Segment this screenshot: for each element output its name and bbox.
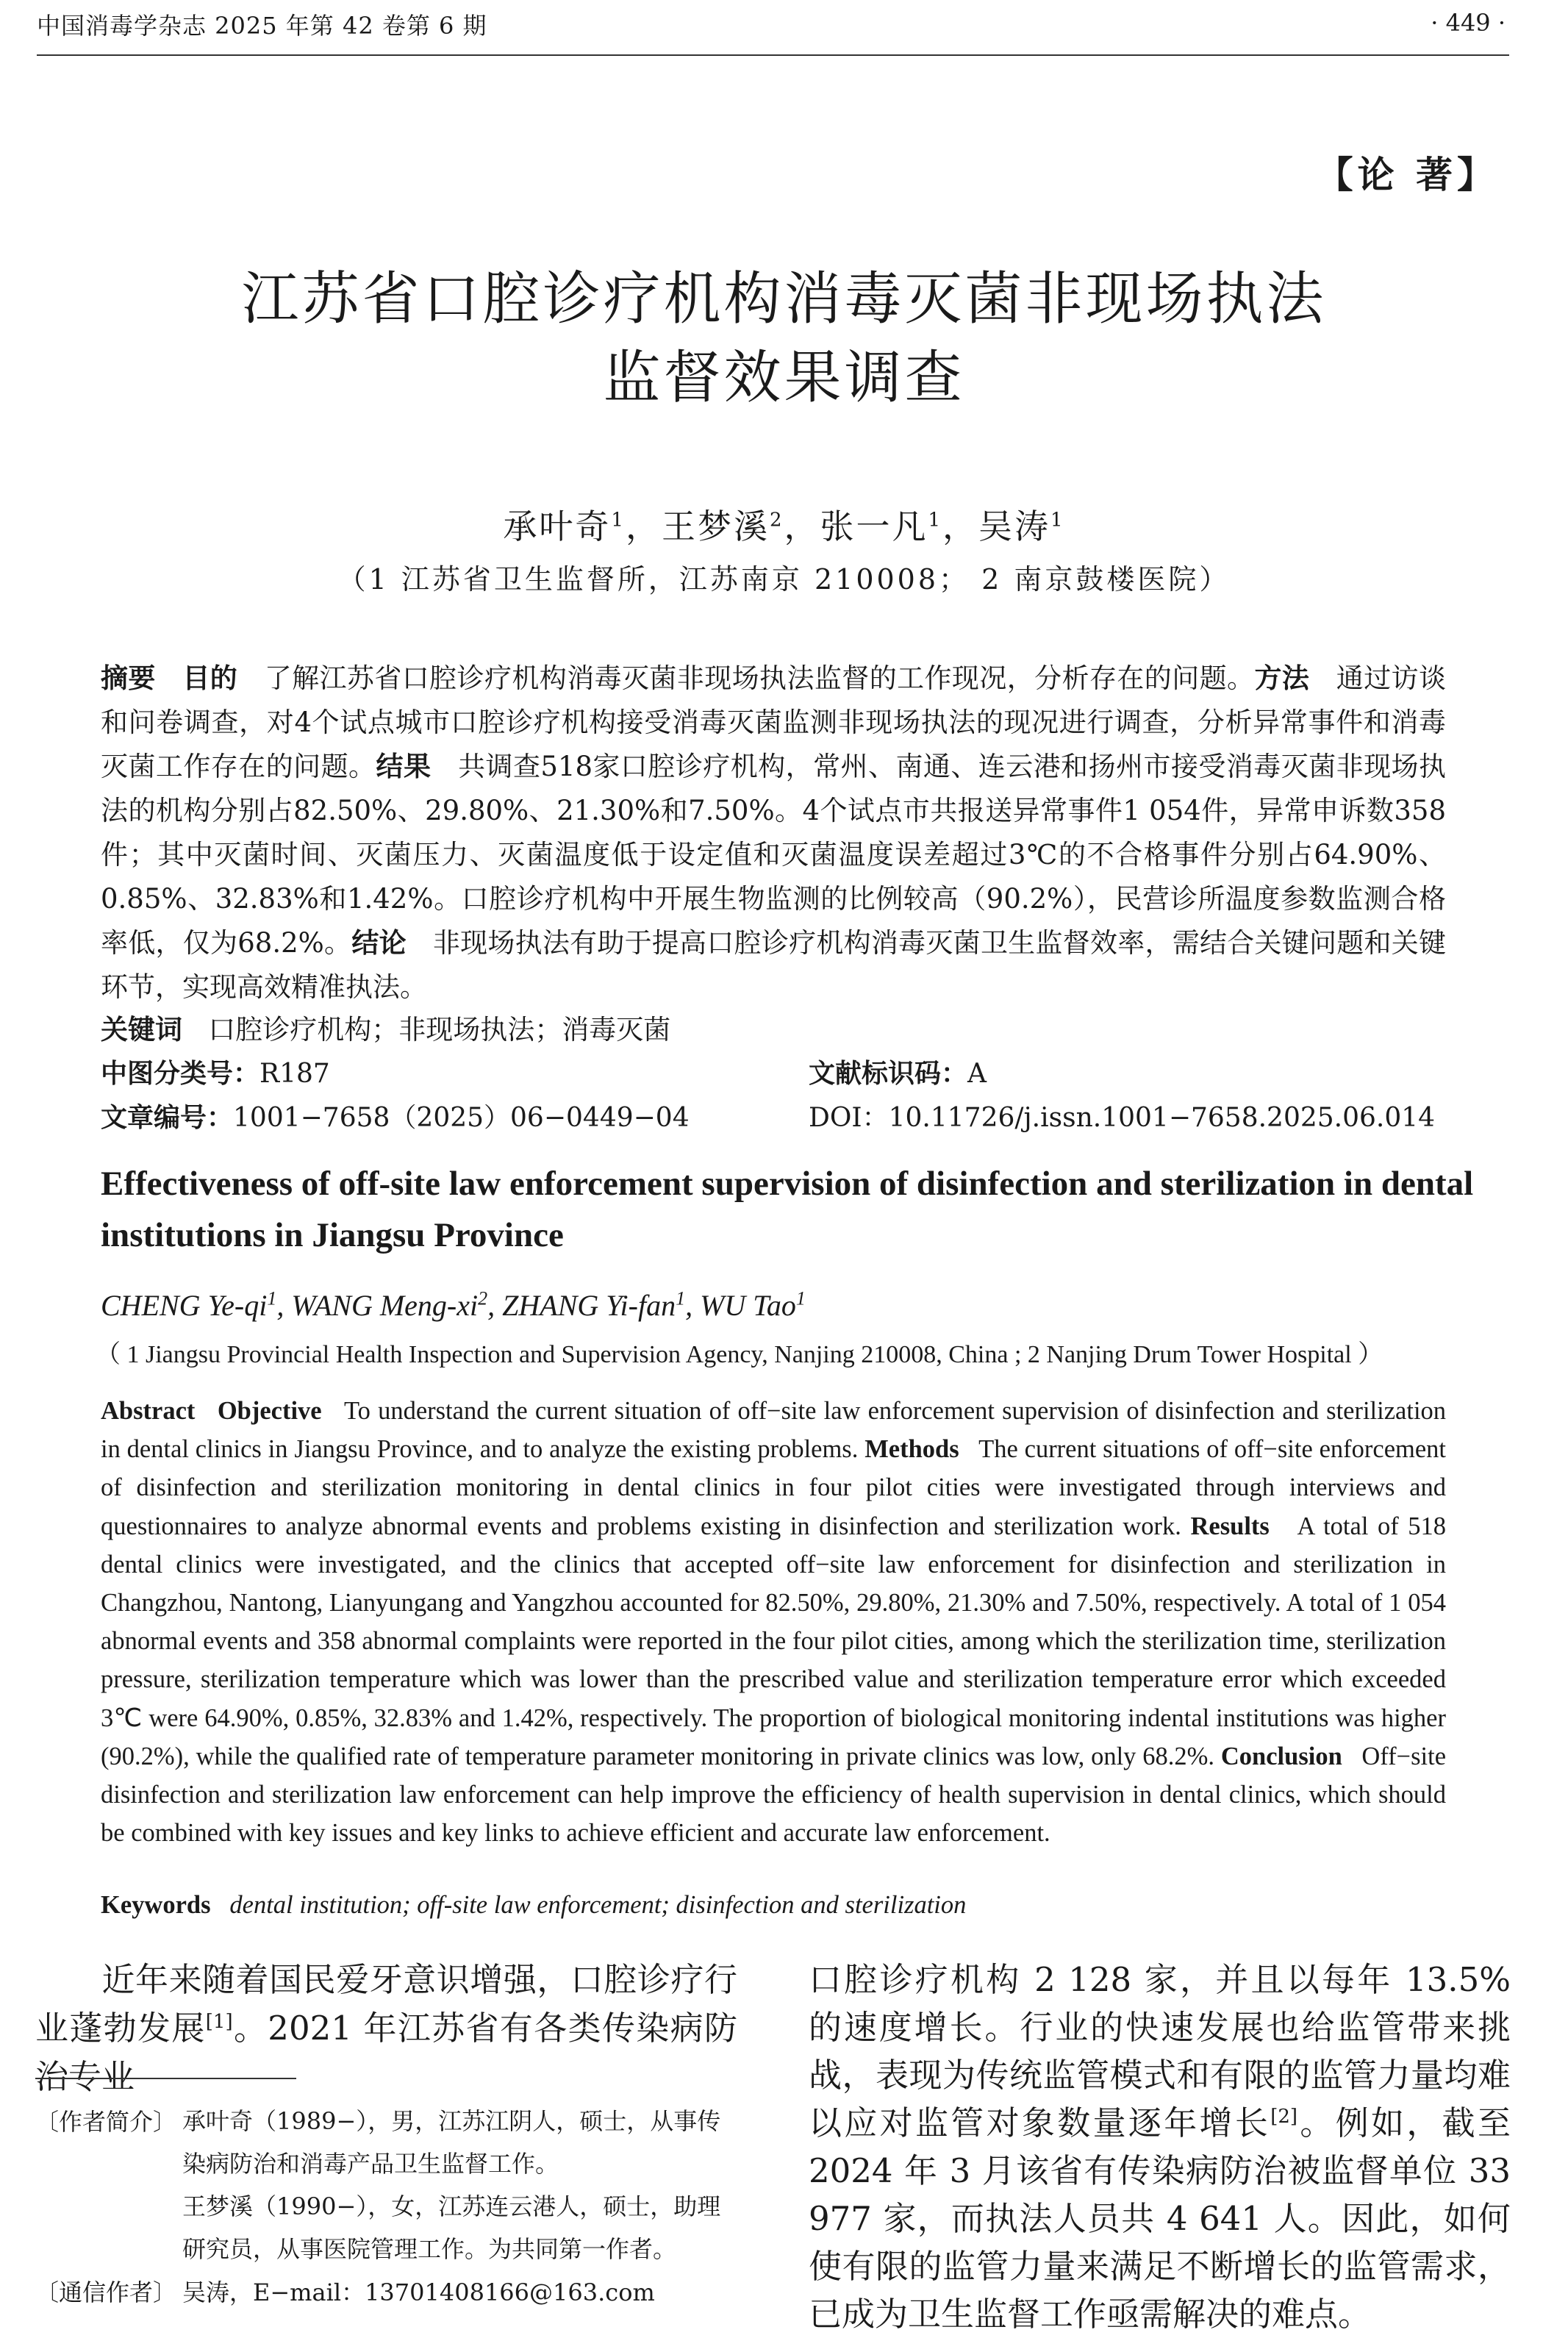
author-separator: ,: [487, 1289, 503, 1322]
doi-value: 10.11726/j.issn.1001−7658.2025.06.014: [888, 1103, 1436, 1133]
author-name: 张一凡: [820, 507, 928, 546]
footnote-corr: 吴涛，E−mail：13701408166@163.com: [182, 2278, 655, 2306]
methods-text: The current situations of off−site enforcement of disinfection and sterilization monitoring in dental clinics in four pilot cities were investigated through interviews and questionnaires to analyze abnormal events and problems existing in disinfection and sterilization work.: [101, 1435, 1447, 1540]
objective-label: 目的: [182, 662, 238, 694]
author-affil-mark: 1: [611, 509, 626, 532]
abstract-label: 摘要: [101, 662, 156, 694]
title-cn-line2: 监督效果调查: [603, 345, 965, 411]
author-name: 吴涛: [978, 507, 1051, 546]
doi-label: DOI：: [809, 1103, 889, 1133]
authors-cn: [0, 500, 1568, 548]
author-affil-mark: 1: [795, 1287, 806, 1309]
clc-code: [101, 1053, 330, 1090]
body-paragraph: 口腔诊疗机构 2 128 家，并且以每年 13.5% 的速度增长。行业的快速发展也给监管带来挑战，表现为传统监管模式和有限的监管力量均难以应对监管对象数量逐年增长: [809, 1960, 1511, 2142]
body-paragraph-cont: 。例如，截至 2024 年 3 月该省有传染病防治被监督单位 33 977 家，而执法人员共 4 641 人。因此，如何使有限的监管力量来满足不断增长的监管需求，已成为卫生监督工作亟需解决的难点。: [809, 2103, 1511, 2334]
clc-label: 中图分类号：: [101, 1059, 260, 1089]
conclusion-text: Off−site disinfection and sterilization law enforcement can help improve the efficiency of health supervision in dental clinics, which should be combined with key issues and key links to achieve efficient and accurate law enforcement.: [101, 1742, 1447, 1848]
keywords-cn: [101, 1007, 670, 1047]
methods-text: 通过访谈和问卷调查，对4个试点城市口腔诊疗机构接受消毒灭菌监测非现场执法的现况进行调查，分析异常事件和消毒灭菌工作存在的问题。: [101, 662, 1447, 782]
body-paragraph: 近年来随着国民爱牙意识增强，口腔诊疗行业蓬勃发展: [35, 1960, 737, 2048]
authors-en: [101, 1288, 806, 1323]
abstract-label: Abstract: [101, 1397, 196, 1425]
keywords-label: 关键词: [101, 1014, 182, 1045]
doi: [809, 1097, 1435, 1134]
footnote-rule: [35, 2078, 296, 2079]
results-label: Results: [1190, 1512, 1270, 1540]
conclusion-text: 非现场执法有助于提高口腔诊疗机构消毒灭菌卫生监督效率，需结合关键问题和关键环节，实现高效精准执法。: [101, 927, 1446, 1003]
title-cn-line1: 江苏省口腔诊疗机构消毒灭菌非现场执法: [241, 266, 1327, 332]
keywords-label: Keywords: [101, 1891, 211, 1919]
article-number: [101, 1097, 690, 1134]
author-separator: ,: [685, 1289, 701, 1322]
page-number: · 449 ·: [1431, 9, 1506, 37]
author-affil-mark: 1: [676, 1287, 686, 1309]
author-name: WU Tao: [700, 1289, 796, 1322]
running-header-journal: 中国消毒学杂志 2025 年第 42 卷第 6 期: [37, 12, 487, 40]
article-no-value: 1001−7658（2025）06−0449−04: [233, 1103, 690, 1133]
author-affil-mark: 1: [267, 1287, 277, 1309]
affiliation-cn: （1 江苏省卫生监督所，江苏南京 210008； 2 南京鼓楼医院）: [337, 563, 1231, 596]
conclusion-label: Conclusion: [1220, 1742, 1342, 1770]
footnote-corr-label: 〔通信作者〕: [35, 2278, 177, 2306]
doc-code-value: A: [967, 1059, 987, 1089]
author-affil-mark: 1: [928, 509, 943, 532]
methods-label: Methods: [864, 1435, 959, 1464]
author-affil-mark: 1: [1050, 509, 1065, 532]
objective-text: 了解江苏省口腔诊疗机构消毒灭菌非现场执法监督的工作现况，分析存在的问题。: [264, 662, 1255, 694]
author-name: CHENG Ye-qi: [101, 1289, 268, 1322]
results-label: 结果: [376, 751, 432, 782]
citation: [1]: [205, 2011, 233, 2033]
footnote-bio-label: 〔作者简介〕: [35, 2108, 177, 2136]
footnote-bio: [35, 2100, 741, 2314]
abstract-en: [101, 1392, 1446, 1852]
footnote-bio-2: 王梦溪（1990−），女，江苏连云港人，硕士，助理研究员，从事医院管理工作。为共同第一作者。: [182, 2192, 721, 2263]
author-name: ZHANG Yi-fan: [502, 1289, 676, 1322]
author-name: 王梦溪: [661, 507, 770, 546]
body-right-column: [809, 1956, 1511, 2338]
author-separator: ,: [276, 1289, 292, 1322]
header-rule: [37, 54, 1509, 56]
methods-label: 方法: [1254, 662, 1310, 694]
author-separator: ，: [942, 507, 979, 546]
doc-code-label: 文献标识码：: [809, 1059, 968, 1089]
title-en: Effectiveness of off-site law enforcement supervision of disinfection and sterilization in dental institutions in Jiangsu Province: [101, 1165, 1474, 1254]
abstract-cn: [101, 657, 1446, 1009]
keywords-text: 口腔诊疗机构；非现场执法；消毒灭菌: [208, 1014, 671, 1045]
affiliation-en: （ 1 Jiangsu Provincial Health Inspection and Supervision Agency, Nanjing 210008, China ; 2 Nanjing Drum Tower Hospital ）: [96, 1341, 1383, 1368]
author-affil-mark: 2: [478, 1287, 488, 1309]
results-text: A total of 518 dental clinics were investigated, and the clinics that accepted off−site law enforcement for disinfection and sterilization in Changzhou, Nantong, Lianyungang and Yangzhou accounted for 82.50%, 29.80%, 21.30% and 7.50%, respectively. A total of 1 054 abnormal events and 358 abnormal complaints were reported in the four pilot cities, among which the sterilization time, sterilization pressure, sterilization temperature which was lower than the prescribed value and sterilization temperature error which exceeded 3℃ were 64.90%, 0.85%, 32.83% and 1.42%, respectively. The proportion of biological monitoring indental institutions was higher (90.2%), while the qualified rate of temperature parameter monitoring in private clinics was low, only 68.2%.: [101, 1512, 1447, 1770]
keywords-text: dental institution; off-site law enforcement; disinfection and sterilization: [229, 1891, 967, 1919]
section-tag: 【论 著】: [1316, 154, 1498, 196]
author-separator: ，: [625, 507, 662, 546]
author-separator: ，: [784, 507, 820, 546]
footnote-bio-1: 承叶奇（1989−），男，江苏江阴人，硕士，从事传染病防治和消毒产品卫生监督工作。: [182, 2107, 721, 2178]
conclusion-label: 结论: [351, 927, 407, 959]
clc-value: R187: [259, 1059, 330, 1089]
author-name: 承叶奇: [503, 507, 612, 546]
body-left-column: [35, 1956, 737, 2101]
objective-text: To understand the current situation of off−site law enforcement supervision of disinfection and sterilization in dental clinics in Jiangsu Province, and to analyze the existing problems.: [101, 1397, 1447, 1464]
results-text: 共调查518家口腔诊疗机构，常州、南通、连云港和扬州市接受消毒灭菌非现场执法的机构分别占82.50%、29.80%、21.30%和7.50%。4个试点市共报送异常事件1 054件，异常申诉数358件；其中灭菌时间、灭菌压力、灭菌温度低于设定值和灭菌温度误差超过3℃的不合格事件分别占64.90%、0.85%、32.83%和1.42%。口腔诊疗机构中开展生物监测的比例较高（90.2%），民营诊所温度参数监测合格率低，仅为68.2%。: [101, 751, 1447, 959]
document-code: [809, 1053, 987, 1090]
author-affil-mark: 2: [769, 509, 784, 532]
author-name: WANG Meng-xi: [291, 1289, 479, 1322]
citation: [2]: [1270, 2106, 1298, 2128]
article-no-label: 文章编号：: [101, 1103, 234, 1133]
keywords-en: [101, 1891, 966, 1920]
objective-label: Objective: [217, 1397, 322, 1425]
body-paragraph-cont: 。2021 年江苏省有各类传染病防治专业: [35, 2009, 737, 2096]
